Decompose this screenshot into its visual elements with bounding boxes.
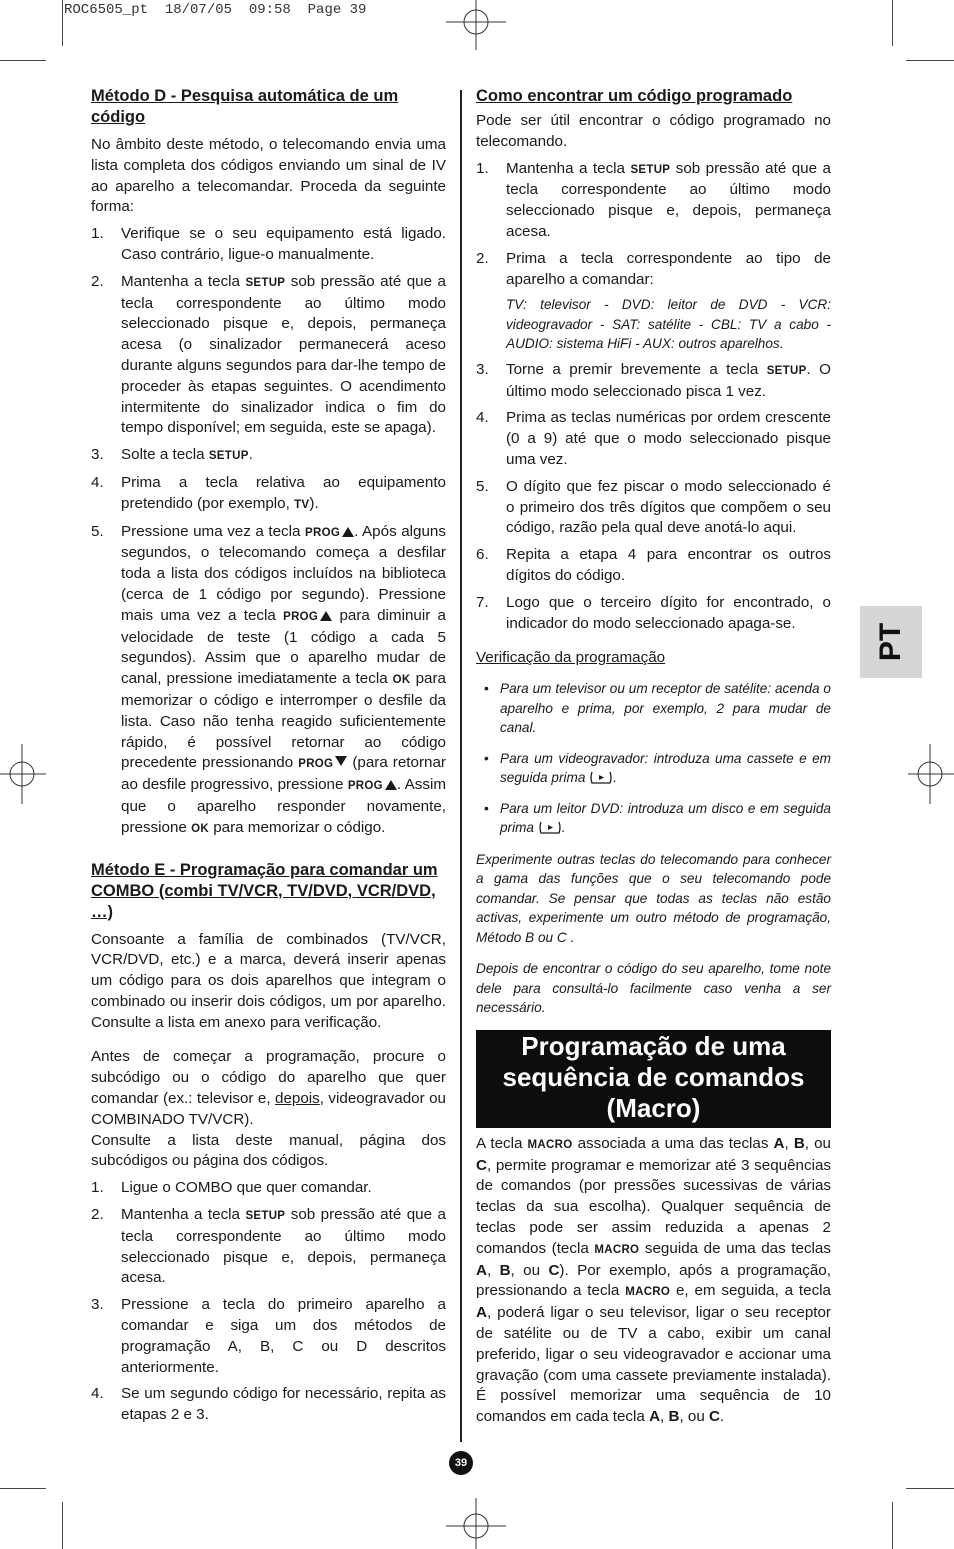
list-item: 3. Solte a tecla SETUP. <box>91 446 253 464</box>
method-e-p1: Consoante a família de combinados (TV/VCR, VCR/DVD, etc.) e a marca, deverá inserir apenas um código para os dois aparelhos que integram o combinado ou inserir dois códigos, um por aparelho. Consulte a lista em anexo para verificação. <box>91 930 446 1031</box>
setup-key: SETUP <box>245 276 286 289</box>
list-item: • Para um videogravador: introduza uma cassete e em seguida prima . <box>484 750 831 786</box>
macro-banner: Programação de uma sequência de comandos (Macro) <box>476 1030 831 1128</box>
prog-up-key: PROG <box>348 780 397 792</box>
setup-key: SETUP <box>245 1210 286 1223</box>
tv-key: TV <box>294 498 310 511</box>
page-number: 39 <box>449 1451 473 1475</box>
crop-mark <box>62 0 63 46</box>
list-item: 1. Ligue o COMBO que quer comandar. <box>91 1179 372 1197</box>
list-item: 7. Logo que o terceiro dígito for encontrado, o indicador do modo seleccionado apaga-se. <box>476 593 831 632</box>
method-e-steps <box>91 1178 446 1426</box>
registration-mark-icon <box>446 0 506 50</box>
arrow-down-icon <box>335 756 347 766</box>
macro-description: A tecla MACRO associada a uma das teclas A, B, ou C, permite programar e memorizar até 3 sequências de comandos (por pressões sucessivas de várias teclas da sua escolha). Qualquer sequência de teclas pode ser assim reduzida a apenas 2 comandos (tecla MACRO seguida de uma das teclas A, B, ou C). Por exemplo, após a programação, pressionando a tecla MACRO e, em seguida, a tecla A, poderá ligar o seu televisor, ligar o seu receptor de satélite ou de TV a cabo, exibir um canal preferido, ligar o seu videogravador e accionar uma gravação (com uma cassete previamente instalada). É possível memorizar uma sequência de 10 comandos em cada tecla A, B, ou C. <box>476 1134 831 1426</box>
macro-key: MACRO <box>625 1286 671 1299</box>
list-item: 2. Mantenha a tecla SETUP sob pressão até que a tecla correspondente ao último modo seleccionado pisque e, depois, permaneça acesa. <box>91 1206 446 1287</box>
list-item: 1. Mantenha a tecla SETUP sob pressão até que a tecla correspondente ao último modo seleccionado pisque e, depois, permaneça acesa. <box>476 159 831 240</box>
list-item: 5. Pressione uma vez a tecla PROG . Após alguns segundos, o telecomando começa a desfilar toda a lista dos códigos incluídos na biblioteca (cerca de 1 código por segundo). Pressione mais uma vez a tecla PROG para diminuir a velocidade de teste (1 código a cada 5 segundos). Assim que o aparelho mudar de canal, pressione imediatamente a tecla OK para memorizar o código e interromper o desfile da lista. Caso não tenha reagido suficientemente rápido, é possível retornar ao código precedente pressionando PROG (para retornar ao desfile progressivo, pressione PROG . Assim que o aparelho responder novamente, pressione OK para memorizar o código. <box>91 522 446 836</box>
method-d-title: Método D - Pesquisa automática de um código <box>91 87 399 126</box>
find-code-title: Como encontrar um código programado <box>476 87 793 105</box>
find-code-intro: Pode ser útil encontrar o código programado no telecomando. <box>476 112 831 150</box>
crop-mark <box>62 1502 63 1549</box>
method-e-p2: Antes de começar a programação, procure o subcódigo ou o código do aparelho que quer comandar (ex.: televisor e, depois, videogravador ou COMBINADO TV/VCR). <box>91 1048 446 1128</box>
registration-mark-icon <box>908 744 954 804</box>
list-item: 6. Repita a etapa 4 para encontrar os outros dígitos do código. <box>476 546 831 585</box>
setup-key: SETUP <box>766 364 807 377</box>
right-column <box>476 86 831 1428</box>
list-item: 5. O dígito que fez piscar o modo seleccionado é o primeiro dos três dígitos que compõem o seu código, razão pela qual deve anotá-lo aqui. <box>476 477 831 537</box>
list-item: 2. Prima a tecla correspondente ao tipo de aparelho a comandar: TV: televisor - DVD: leitor de DVD - VCR: videogravador - SAT: satélite - CBL: TV a cabo - AUDIO: sistema HiFi - AUX: outros aparelhos. <box>476 249 831 354</box>
list-item: • Para um televisor ou um receptor de satélite: acenda o aparelho e prima, por exemplo, 2 para mudar de canal. <box>484 681 831 736</box>
language-tab: PT <box>860 606 922 678</box>
macro-key: MACRO <box>527 1138 573 1151</box>
list-item: 4. Se um segundo código for necessário, repita as etapas 2 e 3. <box>91 1385 446 1424</box>
find-code-steps <box>476 159 831 635</box>
crop-mark <box>0 60 46 61</box>
device-types-note: TV: televisor - DVD: leitor de DVD - VCR: videogravador - SAT: satélite - CBL: TV a cabo - AUDIO: sistema HiFi - AUX: outros aparelhos. <box>506 297 831 352</box>
ok-key: OK <box>191 822 209 835</box>
crop-mark <box>906 60 954 61</box>
crop-mark <box>892 0 893 46</box>
column-divider <box>460 90 462 1442</box>
macro-key: MACRO <box>594 1243 640 1256</box>
crop-mark <box>906 1488 954 1489</box>
method-e-title: Método E - Programação para comandar um COMBO (combi TV/VCR, TV/DVD, VCR/DVD, …) <box>91 860 438 921</box>
verify-bullets <box>476 679 831 838</box>
verify-title: Verificação da programação <box>476 649 666 667</box>
list-item: 3. Pressione a tecla do primeiro aparelho a comandar e siga um dos métodos de programação A, B, C ou D descritos anteriormente. <box>91 1296 446 1376</box>
list-item: 3. Torne a premir brevemente a tecla SETUP. O último modo seleccionado pisca 1 vez. <box>476 360 831 400</box>
setup-key: SETUP <box>630 163 671 176</box>
list-item: 4. Prima a tecla relativa ao equipamento pretendido (por exemplo, TV). <box>91 473 446 512</box>
list-item: 1. Verifique se o seu equipamento está ligado. Caso contrário, ligue-o manualmente. <box>91 225 446 263</box>
method-e-p3: Consulte a lista deste manual, página dos subcódigos ou página dos códigos. <box>91 1131 446 1170</box>
play-button-icon <box>538 821 562 834</box>
list-item: 2. Mantenha a tecla SETUP sob pressão até que a tecla correspondente ao último modo seleccionado pisque e, depois, permaneça acesa (o sinalizador permanecerá aceso durante alguns segundos para dar-lhe tempo de proceder às etapas seguintes. O acendimento intermitente do sinalizador indica o fim do tempo disponível; em seguida, este se apaga). <box>91 272 446 437</box>
remember-note: Depois de encontrar o código do seu aparelho, tome note dele para consultá-lo facilmente caso venha a ser necessário. <box>476 961 831 1016</box>
left-column <box>91 86 446 1432</box>
method-d-intro: No âmbito deste método, o telecomando envia uma lista completa dos códigos enviando um sinal de IV ao aparelho a telecomandar. Proceda da seguinte forma: <box>91 136 446 216</box>
prog-up-key: PROG <box>283 611 332 623</box>
prog-down-key: PROG <box>298 758 347 770</box>
list-item: • Para um leitor DVD: introduza um disco e em seguida prima . <box>484 800 831 836</box>
registration-mark-icon <box>446 1498 506 1549</box>
prog-up-key: PROG <box>305 527 354 539</box>
crop-mark <box>0 1488 46 1489</box>
method-d-steps <box>91 224 446 839</box>
print-slug: ROC6505_pt 18/07/05 09:58 Page 39 <box>64 2 367 18</box>
arrow-up-icon <box>385 780 397 790</box>
arrow-up-icon <box>342 527 354 537</box>
tip-note: Experimente outras teclas do telecomando para conhecer a gama das funções que o seu telecomando pode comandar. Se pensar que todas as teclas não estão activas, experimente um outro método de programação, Método B ou C . <box>476 851 831 945</box>
play-button-icon <box>589 771 613 784</box>
arrow-up-icon <box>320 611 332 621</box>
registration-mark-icon <box>0 744 46 804</box>
list-item: 4. Prima as teclas numéricas por ordem crescente (0 a 9) até que o modo seleccionado pisque uma vez. <box>476 409 831 469</box>
crop-mark <box>892 1502 893 1549</box>
setup-key: SETUP <box>208 450 249 463</box>
ok-key: OK <box>392 674 411 687</box>
